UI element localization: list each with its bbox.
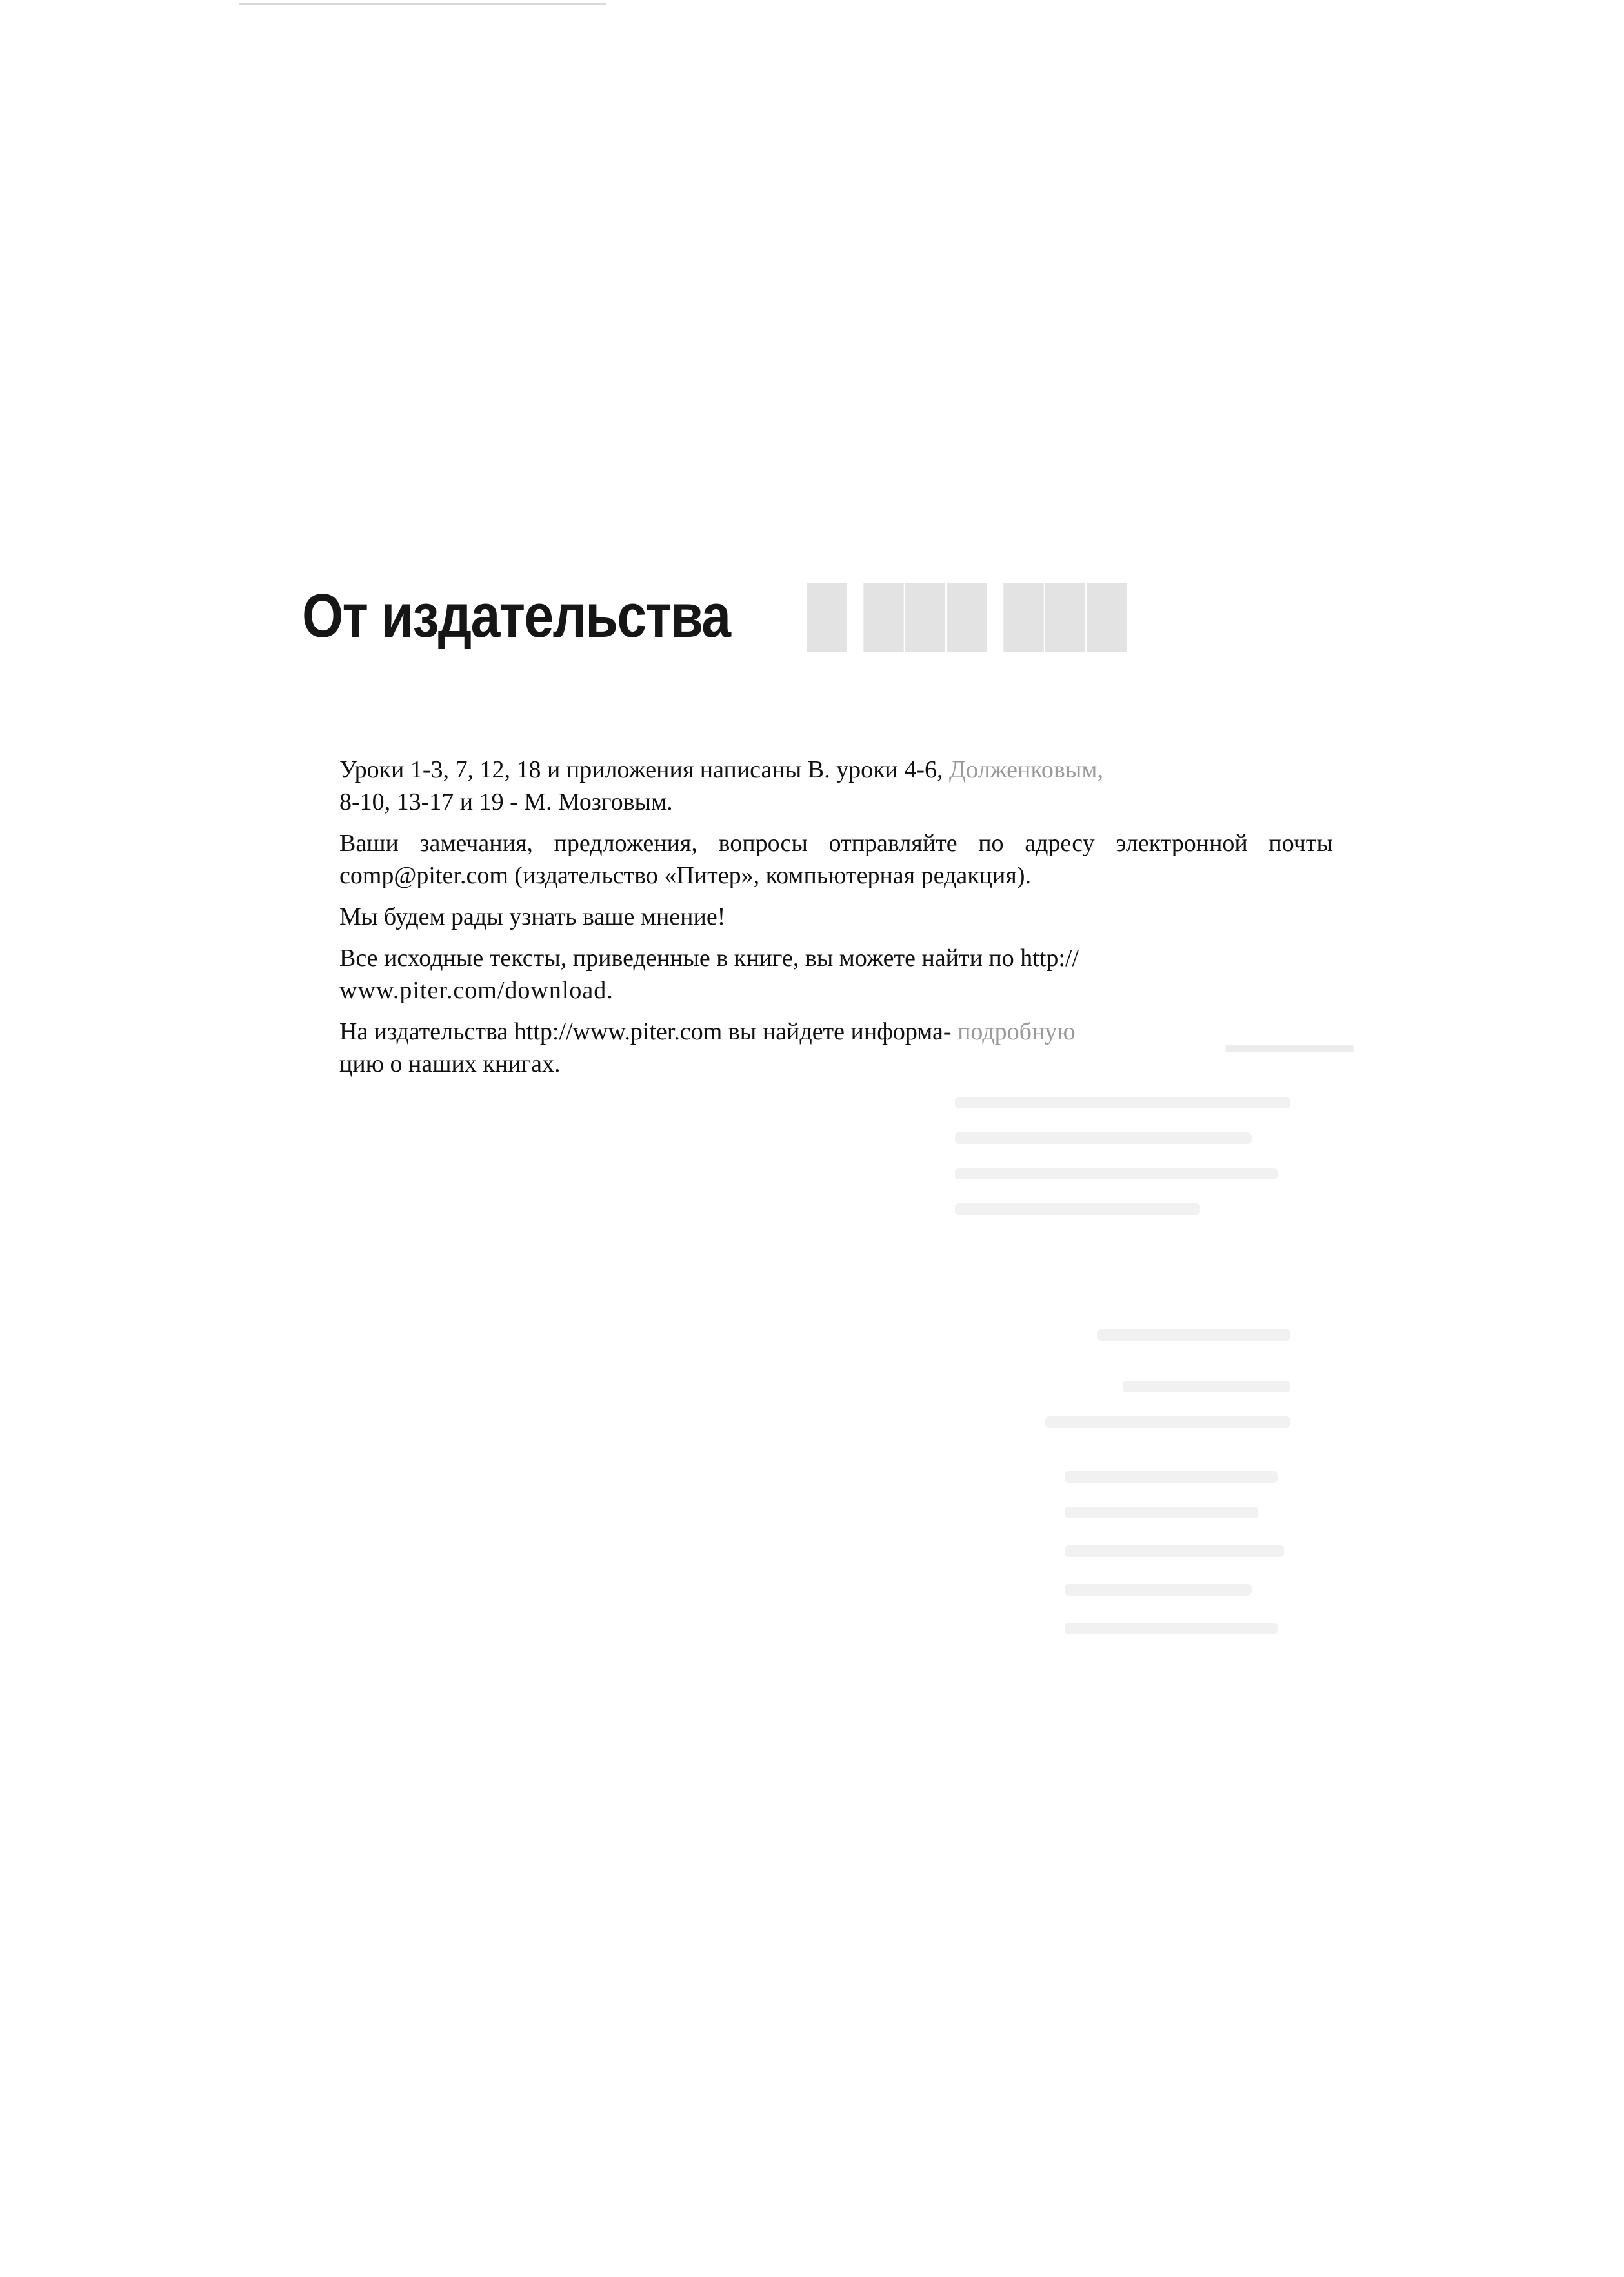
bleed-through-line — [1065, 1545, 1284, 1557]
authors-line-2: 8-10, 13-17 и 19 - М. Мозговым. — [339, 788, 673, 816]
website-line-1-faded: подробную — [957, 1018, 1076, 1045]
bleed-through-line — [1065, 1507, 1258, 1518]
bleed-through-subheading: ▁▁▁▁ — [1226, 1004, 1353, 1050]
sources-url: www.piter.com/download. — [339, 977, 614, 1004]
bleed-through-line — [1097, 1329, 1290, 1341]
paragraph-feedback: Ваши замечания, предложения, вопросы отправляйте по адресу электронной почты comp@piter.com (издательство «Питер», компьютерная редакция). — [339, 830, 1333, 889]
section-heading: От издательства — [302, 581, 730, 650]
bleed-through-heading: █ ███ ███ — [807, 585, 1128, 648]
website-line-2: цию о наших книгах. — [339, 1050, 561, 1078]
website-line-1: На издательства http://www.piter.com вы найдете информа- — [339, 1018, 952, 1045]
bleed-through-line — [1045, 1416, 1290, 1428]
paragraph-opinion: Мы будем рады узнать ваше мнение! — [339, 903, 726, 930]
bleed-through-line — [1065, 1584, 1252, 1596]
paragraph-website — [339, 1016, 1333, 1080]
bleed-through-line — [1123, 1381, 1290, 1392]
top-rule — [239, 3, 606, 5]
bleed-through-line — [955, 1097, 1290, 1108]
bleed-through-line — [1065, 1623, 1278, 1634]
paragraph-sources — [339, 942, 1333, 1007]
sources-line-1: Все исходные тексты, приведенные в книге, вы можете найти по http:// — [339, 945, 1079, 972]
authors-line-1-faded: Долженковым, — [949, 756, 1103, 783]
authors-line-1: Уроки 1-3, 7, 12, 18 и приложения написаны В. уроки 4-6, — [339, 756, 943, 783]
bleed-through-line — [955, 1168, 1278, 1179]
paragraph-authors — [339, 754, 1333, 818]
bleed-through-line — [955, 1203, 1200, 1215]
bleed-through-line — [955, 1132, 1252, 1144]
body-text — [339, 754, 1333, 1089]
bleed-through-line — [1065, 1471, 1278, 1483]
